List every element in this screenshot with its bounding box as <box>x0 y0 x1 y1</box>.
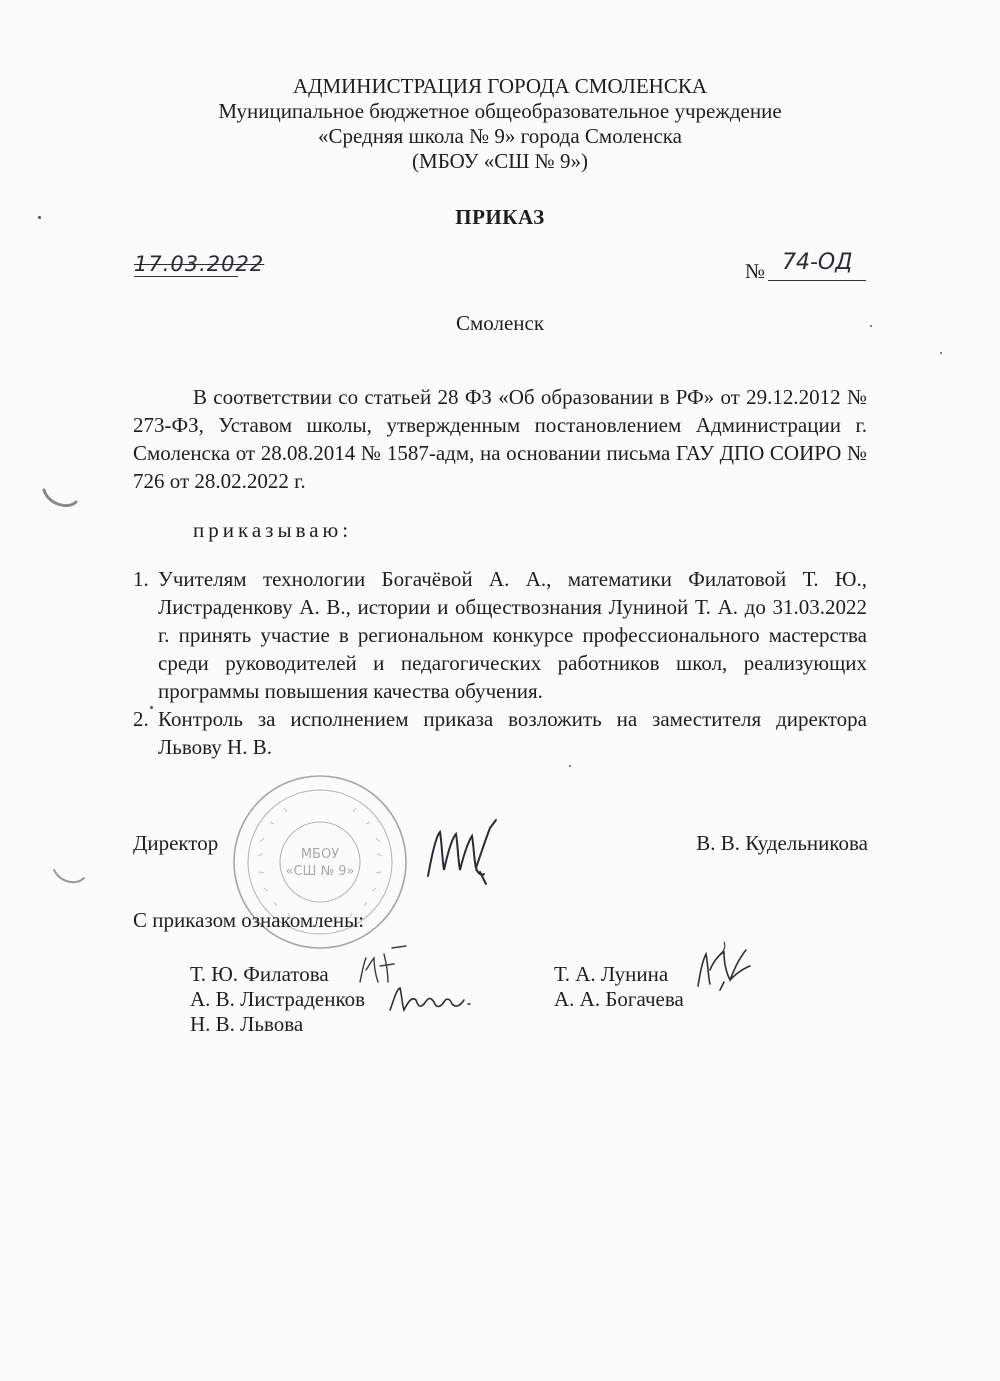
scan-speck <box>38 216 41 219</box>
listradenkov-signature <box>386 982 478 1016</box>
acknowledged-list-left <box>190 962 365 1037</box>
order-item-number: 2. <box>133 707 149 731</box>
director-title: Директор <box>133 831 219 855</box>
scan-speck <box>870 325 872 327</box>
order-number: 74-ОД <box>782 250 853 275</box>
punch-hole-mark <box>40 486 80 512</box>
order-item <box>133 705 867 761</box>
header-school-name: «Средняя школа № 9» города Смоленска <box>318 124 682 148</box>
acknowledged-name: А. А. Богачева <box>554 987 684 1011</box>
header-administration: АДМИНИСТРАЦИЯ ГОРОДА СМОЛЕНСКА <box>292 74 708 98</box>
order-item <box>133 565 867 705</box>
scan-speck <box>940 352 942 354</box>
header-institution: Муниципальное бюджетное общеобразовательное учреждение <box>218 99 782 123</box>
acknowledged-list-right <box>554 962 684 1012</box>
director-signature <box>420 814 520 894</box>
number-sign: № <box>745 259 766 283</box>
document-header <box>0 74 1000 174</box>
order-item-number: 1. <box>133 567 149 591</box>
acknowledged-name: Т. А. Лунина <box>554 962 669 986</box>
header-short-name: (МБОУ «СШ № 9») <box>412 149 588 173</box>
order-date: 17.03.2022 <box>134 252 265 276</box>
scan-speck <box>569 765 571 767</box>
date-underline <box>134 276 238 277</box>
city: Смоленск <box>455 311 545 335</box>
svg-text:«СШ № 9»: «СШ № 9» <box>285 864 355 879</box>
document-title: ПРИКАЗ <box>455 205 545 229</box>
svg-text:МБОУ: МБОУ <box>300 847 340 862</box>
acknowledged-name: Т. Ю. Филатова <box>190 962 329 986</box>
acknowledged-name: Н. В. Львова <box>190 1012 304 1036</box>
director-name: В. В. Кудельникова <box>696 831 868 855</box>
lunina-signature <box>690 940 760 996</box>
order-items <box>133 565 867 761</box>
acknowledged-name: А. В. Листраденков <box>190 987 366 1011</box>
order-item-text: Учителям технологии Богачёвой А. А., математики Филатовой Т. Ю., Листраденкову А. В., истории и обществознания Луниной Т. А. до 31.03.2022 г. принять участие в региональном конкурсе профессионального мастерства среди руководителей и педагогических работников школ, реализующих программы повышения качества обучения. <box>158 567 867 703</box>
order-item-text: Контроль за исполнением приказа возложить на заместителя директора Львову Н. В. <box>158 707 867 759</box>
order-word: приказываю: <box>193 518 353 542</box>
scan-speck <box>150 706 153 709</box>
preamble-paragraph: В соответствии со статьей 28 ФЗ «Об образовании в РФ» от 29.12.2012 № 273-ФЗ, Уставом школы, утвержденным постановлением Администрации г. Смоленска от 28.08.2014 № 1587-адм, на основании письма ГАУ ДПО СОИРО № 726 от 28.02.2022 г. <box>133 385 867 493</box>
punch-hole-mark <box>50 864 90 890</box>
number-underline <box>768 280 866 281</box>
acknowledged-label: С приказом ознакомлены: <box>133 908 365 932</box>
